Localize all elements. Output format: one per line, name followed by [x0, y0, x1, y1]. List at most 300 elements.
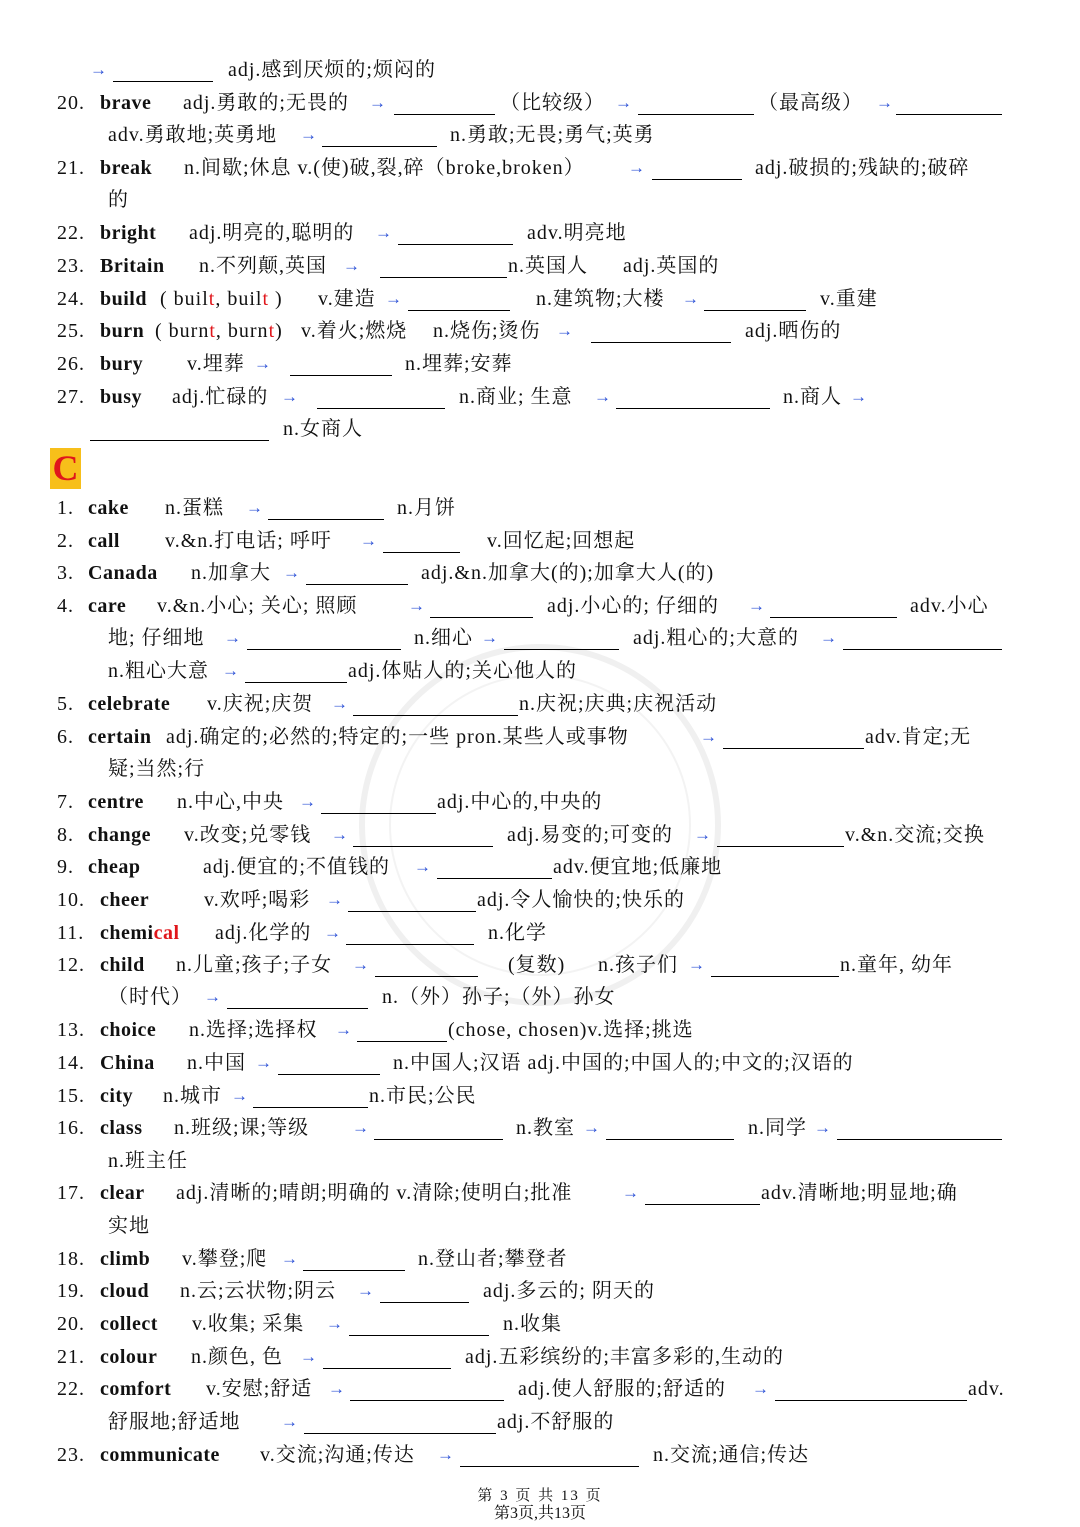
entry-line	[0, 1310, 1080, 1338]
definition: v.&n.小心; 关心; 照顾	[157, 595, 358, 617]
arrow-icon: →	[437, 1445, 454, 1464]
arrow-icon: →	[583, 1118, 600, 1137]
entry-number: 26.	[57, 353, 85, 375]
arrow-icon: →	[300, 1347, 317, 1366]
definition: n.班主任	[108, 1150, 188, 1172]
answer-blank	[383, 527, 460, 553]
entry-line	[0, 1245, 1080, 1273]
entry-line	[0, 853, 1080, 881]
arrow-icon: →	[281, 1249, 298, 1268]
entry-number: 19.	[57, 1280, 85, 1302]
arrow-icon: →	[360, 531, 377, 550]
answer-blank	[374, 1114, 503, 1140]
definition: 地; 仔细地	[108, 627, 205, 649]
answer-blank	[304, 1408, 496, 1434]
arrow-icon: →	[326, 1314, 343, 1333]
definition: n.蛋糕	[165, 497, 224, 519]
entry-line	[0, 788, 1080, 816]
entry-number: 11.	[57, 922, 85, 944]
entry-number: 7.	[57, 791, 74, 813]
definition: adj.确定的;必然的;特定的;一些 pron.某些人或事物	[166, 726, 629, 748]
highlight-letter: t	[208, 288, 216, 310]
entry-word: cheer	[100, 889, 150, 911]
definition: 实地	[108, 1215, 150, 1237]
entry-line	[0, 1408, 1080, 1436]
definition: n.城市	[163, 1085, 222, 1107]
definition: adj.破损的;残缺的;破碎	[755, 157, 970, 179]
entry-word: cloud	[100, 1280, 150, 1302]
definition: v.&n.交流;交换	[845, 824, 985, 846]
answer-blank	[227, 983, 368, 1009]
entry-number: 21.	[57, 157, 85, 179]
entry-word: break	[100, 157, 153, 179]
answer-blank	[306, 559, 408, 585]
answer-blank	[247, 624, 401, 650]
entry-word: celebrate	[88, 693, 171, 715]
definition: adj.晒伤的	[745, 320, 842, 342]
entry-number: 16.	[57, 1117, 85, 1139]
entry-line	[0, 690, 1080, 718]
definition: n.中心,中央	[177, 791, 284, 813]
arrow-icon: →	[385, 289, 402, 308]
entry-line	[0, 624, 1080, 652]
answer-blank	[723, 723, 864, 749]
entry-line	[0, 317, 1080, 345]
entry-number: 9.	[57, 856, 74, 878]
arrow-icon: →	[688, 955, 705, 974]
arrow-icon: →	[281, 387, 298, 406]
entry-line	[0, 919, 1080, 947]
arrow-icon: →	[324, 923, 341, 942]
definition: v.攀登;爬	[182, 1248, 268, 1270]
entry-line	[0, 415, 1080, 443]
answer-blank	[268, 494, 384, 520]
definition: n.交流;通信;传达	[653, 1444, 810, 1466]
definition: n.收集	[503, 1313, 562, 1335]
definition: n.月饼	[397, 497, 456, 519]
definition: (复数)	[508, 954, 566, 976]
arrow-icon: →	[615, 93, 632, 112]
arrow-icon: →	[700, 727, 717, 746]
answer-blank	[711, 951, 839, 977]
entry-word: Canada	[88, 562, 158, 584]
arrow-icon: →	[694, 825, 711, 844]
arrow-icon: →	[820, 628, 837, 647]
past-form-text: , burn	[215, 320, 269, 342]
definition: v.欢呼;喝彩	[204, 889, 311, 911]
definition: v.着火;燃烧	[301, 320, 408, 342]
answer-blank	[638, 89, 754, 115]
arrow-icon: →	[283, 563, 300, 582]
entry-word: China	[100, 1052, 155, 1074]
entry-number: 1.	[57, 497, 74, 519]
answer-blank	[398, 219, 513, 245]
entry-word: child	[100, 954, 145, 976]
answer-blank	[837, 1114, 1002, 1140]
definition: n.班级;课;等级	[174, 1117, 310, 1139]
entry-word: change	[88, 824, 151, 846]
arrow-icon: →	[204, 987, 221, 1006]
arrow-icon: →	[414, 857, 431, 876]
definition: adj.化学的	[215, 922, 312, 944]
entry-line	[0, 951, 1080, 979]
entry-word: care	[88, 595, 127, 617]
entry-word: centre	[88, 791, 144, 813]
definition: adj.五彩缤纷的;丰富多彩的,生动的	[465, 1346, 784, 1368]
definition: n.庆祝;庆典;庆祝活动	[519, 693, 718, 715]
entry-line	[0, 186, 1080, 214]
answer-blank	[380, 1277, 469, 1303]
entry-word: burn	[100, 320, 145, 342]
highlight-letter: t	[268, 320, 276, 342]
definition: adj.勇敢的;无畏的	[183, 92, 349, 114]
entry-number: 3.	[57, 562, 74, 584]
entry-number: 27.	[57, 386, 85, 408]
arrow-icon: →	[628, 158, 645, 177]
answer-blank	[245, 657, 347, 683]
definition: adv.肯定;无	[865, 726, 972, 748]
entry-word: call	[88, 530, 120, 552]
entry-line	[0, 1343, 1080, 1371]
entry-word: bright	[100, 222, 157, 244]
entry-number: 13.	[57, 1019, 85, 1041]
arrow-icon: →	[299, 792, 316, 811]
entry-line	[0, 1375, 1080, 1403]
definition: 的	[108, 189, 129, 211]
arrow-icon: →	[622, 1183, 639, 1202]
entry-number: 23.	[57, 1444, 85, 1466]
arrow-icon: →	[254, 354, 271, 373]
entry-line	[0, 1441, 1080, 1469]
entry-line	[0, 121, 1080, 149]
entry-line	[0, 1016, 1080, 1044]
definition: adj.感到厌烦的;烦闷的	[228, 59, 436, 81]
answer-blank	[408, 285, 510, 311]
arrow-icon: →	[876, 93, 893, 112]
entry-line	[0, 1082, 1080, 1110]
definition: n.加拿大	[191, 562, 271, 584]
definition: n.选择;选择权	[189, 1019, 318, 1041]
answer-blank	[346, 919, 474, 945]
page-footer: 第 3 页 共 13 页	[477, 1488, 603, 1504]
entry-word: collect	[100, 1313, 158, 1335]
answer-blank	[430, 592, 533, 618]
arrow-icon: →	[682, 289, 699, 308]
arrow-icon: →	[352, 955, 369, 974]
definition: 舒服地;舒适地	[108, 1411, 241, 1433]
arrow-icon: →	[594, 387, 611, 406]
arrow-icon: →	[300, 125, 317, 144]
entry-line	[0, 592, 1080, 620]
entry-number: 25.	[57, 320, 85, 342]
definition: n.（外）孙子;（外）孙女	[382, 986, 616, 1008]
definition: v.&n.打电话; 呼吁	[165, 530, 332, 552]
definition: adj.&n.加拿大(的);加拿大人(的)	[421, 562, 715, 584]
answer-blank	[504, 624, 619, 650]
entry-line	[0, 1277, 1080, 1305]
page-counter: 第3页,共13页	[493, 1505, 586, 1522]
definition: n.埋葬;安葬	[405, 353, 513, 375]
definition: adv.清晰地;明显地;确	[761, 1182, 958, 1204]
answer-blank	[375, 951, 478, 977]
entry-number: 22.	[57, 1378, 85, 1400]
entry-line	[0, 154, 1080, 182]
definition: adj.便宜的;不值钱的	[203, 856, 390, 878]
entry-number: 6.	[57, 726, 74, 748]
entry-line	[0, 559, 1080, 587]
entry-line	[0, 350, 1080, 378]
arrow-icon: →	[556, 321, 573, 340]
entry-line	[0, 886, 1080, 914]
arrow-icon: →	[231, 1086, 248, 1105]
entry-word: colour	[100, 1346, 158, 1368]
answer-blank	[353, 690, 518, 716]
definition: adj.英国的	[623, 255, 720, 277]
definition: adj.体贴人的;关心他人的	[348, 660, 577, 682]
entry-word: certain	[88, 726, 152, 748]
answer-blank	[278, 1049, 380, 1075]
definition: n.商人	[783, 386, 842, 408]
arrow-icon: →	[752, 1379, 769, 1398]
answer-blank	[394, 89, 495, 115]
definition: v.回忆起;回想起	[487, 530, 636, 552]
definition: adv.便宜地;低廉地	[553, 856, 723, 878]
entry-number: 20.	[57, 92, 85, 114]
definition: n.童年, 幼年	[840, 954, 953, 976]
answer-blank	[645, 1179, 760, 1205]
arrow-icon: →	[90, 60, 107, 79]
answer-blank	[591, 317, 731, 343]
definition: n.粗心大意	[108, 660, 209, 682]
entry-line	[0, 252, 1080, 280]
entry-number: 24.	[57, 288, 85, 310]
entry-number: 10.	[57, 889, 85, 911]
arrow-icon: →	[331, 825, 348, 844]
entry-word: cheap	[88, 856, 141, 878]
definition: n.间歇;休息 v.(使)破,裂,碎（broke,broken）	[184, 157, 585, 179]
answer-blank	[348, 886, 476, 912]
definition: adj.使人舒服的;舒适的	[518, 1378, 726, 1400]
definition: adj.易变的;可变的	[507, 824, 673, 846]
past-forms	[155, 317, 283, 345]
answer-blank	[380, 252, 507, 278]
entry-word: build	[100, 288, 147, 310]
entry-line	[0, 657, 1080, 685]
definition: n.勇敢;无畏;勇气;英勇	[450, 124, 655, 146]
entry-word: choice	[100, 1019, 157, 1041]
answer-blank	[775, 1375, 967, 1401]
entry-line	[0, 89, 1080, 117]
past-form-text: ( buil	[160, 288, 209, 310]
definition: n.化学	[488, 922, 547, 944]
definition: adj.小心的; 仔细的	[547, 595, 719, 617]
entry-line	[0, 821, 1080, 849]
definition: adj.清晰的;晴朗;明确的 v.清除;使明白;批准	[176, 1182, 573, 1204]
entry-number: 22.	[57, 222, 85, 244]
entry-line	[0, 1179, 1080, 1207]
definition: （时代）	[108, 986, 192, 1008]
definition: n.颜色, 色	[191, 1346, 283, 1368]
definition: n.英国人	[508, 255, 588, 277]
arrow-icon: →	[352, 1118, 369, 1137]
definition: （最高级）	[758, 92, 863, 114]
entry-number: 21.	[57, 1346, 85, 1368]
definition: 疑;当然;行	[108, 758, 206, 780]
arrow-icon: →	[335, 1020, 352, 1039]
entry-word: comfort	[100, 1378, 172, 1400]
definition: (chose, chosen)v.选择;挑选	[448, 1019, 694, 1041]
definition: adj.不舒服的	[497, 1411, 615, 1433]
definition: adj.多云的; 阴天的	[483, 1280, 655, 1302]
answer-blank	[353, 821, 493, 847]
definition: adj.中心的,中央的	[437, 791, 603, 813]
arrow-icon: →	[343, 256, 360, 275]
arrow-icon: →	[357, 1281, 374, 1300]
answer-blank	[843, 624, 1002, 650]
entry-word: city	[100, 1085, 134, 1107]
answer-blank	[322, 121, 437, 147]
definition: n.登山者;攀登者	[418, 1248, 568, 1270]
entry-word: clear	[100, 1182, 145, 1204]
entry-word	[100, 919, 180, 947]
entry-word: class	[100, 1117, 143, 1139]
arrow-icon: →	[814, 1118, 831, 1137]
arrow-icon: →	[255, 1053, 272, 1072]
definition: n.儿童;孩子;子女	[176, 954, 333, 976]
answer-blank	[616, 383, 770, 409]
definition: n.云;云状物;阴云	[180, 1280, 337, 1302]
definition: v.改变;兑零钱	[184, 824, 312, 846]
entry-number: 17.	[57, 1182, 85, 1204]
arrow-icon: →	[328, 1379, 345, 1398]
entry-line	[0, 285, 1080, 313]
highlight-letters: cal	[153, 922, 180, 944]
entry-number: 2.	[57, 530, 74, 552]
answer-blank	[460, 1441, 639, 1467]
arrow-icon: →	[281, 1412, 298, 1431]
entry-word: Britain	[100, 255, 165, 277]
definition: v.建造	[318, 288, 376, 310]
definition: v.埋葬	[187, 353, 245, 375]
definition: n.教室	[516, 1117, 575, 1139]
definition: n.不列颠,英国	[199, 255, 327, 277]
definition: adv.	[968, 1378, 1005, 1400]
definition: n.同学	[748, 1117, 807, 1139]
definition: v.庆祝;庆贺	[207, 693, 314, 715]
answer-blank	[253, 1082, 368, 1108]
definition: n.商业; 生意	[459, 386, 573, 408]
definition: n.细心	[414, 627, 473, 649]
entry-number: 20.	[57, 1313, 85, 1335]
section-heading-c: C	[50, 448, 81, 489]
definition: adj.忙碌的	[172, 386, 269, 408]
entry-number: 18.	[57, 1248, 85, 1270]
arrow-icon: →	[246, 498, 263, 517]
answer-blank	[717, 821, 844, 847]
definition: n.女商人	[283, 418, 363, 440]
entry-word: brave	[100, 92, 152, 114]
entry-line	[0, 983, 1080, 1011]
entry-word: cake	[88, 497, 129, 519]
answer-blank	[896, 89, 1002, 115]
definition: adj.令人愉快的;快乐的	[477, 889, 685, 911]
answer-blank	[317, 383, 445, 409]
definition: adv.小心	[910, 595, 989, 617]
entry-line	[0, 383, 1080, 411]
entry-line	[0, 1212, 1080, 1240]
entry-line	[0, 219, 1080, 247]
past-form-text: , buil	[215, 288, 263, 310]
answer-blank	[606, 1114, 734, 1140]
highlight-letter: t	[262, 288, 270, 310]
entry-line	[0, 755, 1080, 783]
word-part: chemi	[100, 922, 154, 944]
definition: adj.明亮的,聪明的	[189, 222, 355, 244]
entry-word: bury	[100, 353, 144, 375]
arrow-icon: →	[222, 661, 239, 680]
past-form-text: )	[275, 320, 283, 342]
arrow-icon: →	[224, 628, 241, 647]
answer-blank	[770, 592, 897, 618]
definition: adv.勇敢地;英勇地	[108, 124, 278, 146]
definition: n.市民;公民	[369, 1085, 477, 1107]
answer-blank	[303, 1245, 405, 1271]
answer-blank	[357, 1016, 447, 1042]
entry-line	[0, 1147, 1080, 1175]
entry-line	[0, 527, 1080, 555]
entry-number: 8.	[57, 824, 74, 846]
past-form-text: )	[269, 288, 283, 310]
arrow-icon: →	[408, 596, 425, 615]
definition: adj.粗心的;大意的	[633, 627, 799, 649]
arrow-icon: →	[369, 93, 386, 112]
answer-blank	[349, 1310, 489, 1336]
arrow-icon: →	[375, 223, 392, 242]
answer-blank	[437, 853, 552, 879]
past-form-text: ( burn	[155, 320, 210, 342]
definition: v.安慰;舒适	[206, 1378, 313, 1400]
entry-number: 14.	[57, 1052, 85, 1074]
arrow-icon: →	[331, 694, 348, 713]
definition: v.交流;沟通;传达	[260, 1444, 415, 1466]
entry-number: 4.	[57, 595, 74, 617]
definition: n.中国人;汉语 adj.中国的;中国人的;中文的;汉语的	[393, 1052, 854, 1074]
answer-blank	[90, 415, 269, 441]
entry-line	[0, 1114, 1080, 1142]
definition: v.收集; 采集	[192, 1313, 305, 1335]
answer-blank	[290, 350, 392, 376]
entry-number: 5.	[57, 693, 74, 715]
answer-blank	[113, 56, 213, 82]
entry-number: 15.	[57, 1085, 85, 1107]
answer-blank	[321, 788, 436, 814]
entry-word: communicate	[100, 1444, 220, 1466]
arrow-icon: →	[326, 890, 343, 909]
entry-line	[0, 56, 1080, 84]
entry-number: 12.	[57, 954, 85, 976]
answer-blank	[350, 1375, 504, 1401]
answer-blank	[323, 1343, 451, 1369]
entry-number: 23.	[57, 255, 85, 277]
arrow-icon: →	[481, 628, 498, 647]
arrow-icon: →	[748, 596, 765, 615]
answer-blank	[652, 154, 742, 180]
definition: n.孩子们	[598, 954, 678, 976]
highlight-letter: t	[209, 320, 216, 342]
past-forms	[160, 285, 283, 313]
arrow-icon: →	[850, 387, 867, 406]
answer-blank	[704, 285, 806, 311]
